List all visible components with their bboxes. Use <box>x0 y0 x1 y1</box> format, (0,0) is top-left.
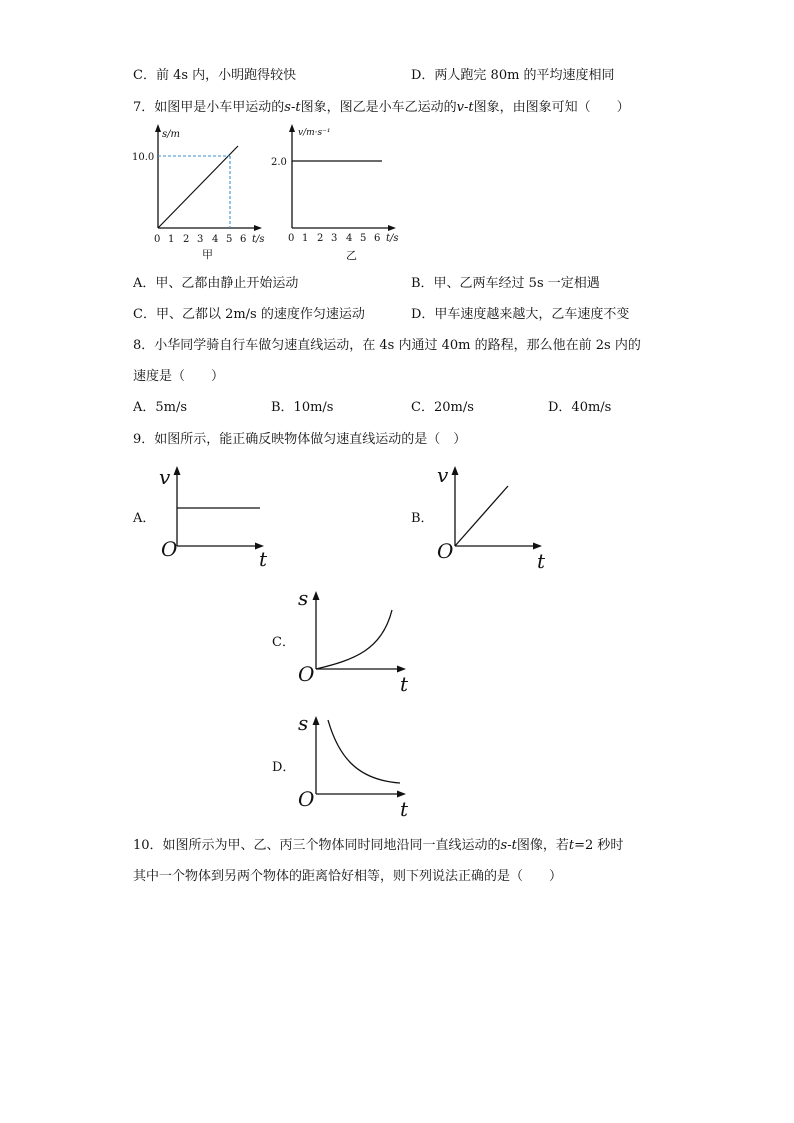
q9-graph-d <box>294 710 424 820</box>
graph-yi-xtick-4: 4 <box>346 233 353 244</box>
q9c-curve <box>316 610 392 669</box>
q9a-ylabel: v <box>159 465 171 489</box>
graph-jia-xtick-2: 2 <box>183 234 190 245</box>
q8-stem-line1: 8．小华同学骑自行车做匀速直线运动，在 4s 内通过 40m 的路程，那么他在前 2s 内的 <box>133 338 641 353</box>
q9-label-a: A． <box>133 511 156 526</box>
q9b-line <box>455 486 508 546</box>
q9c-xlabel: t <box>400 672 409 696</box>
q9-graph-c <box>294 585 424 695</box>
q9b-ylabel: v <box>437 463 449 487</box>
q8-stem-line2: 速度是（ ） <box>133 369 225 384</box>
q9-graph-b <box>433 460 563 573</box>
q6-option-d: D．两人跑完 80m 的平均速度相同 <box>411 68 615 83</box>
q9-label-d: D． <box>272 760 296 775</box>
graph-jia-xtick-1: 1 <box>168 234 175 245</box>
graph-jia-xtick-6: 6 <box>240 234 247 245</box>
q7-option-a: A．甲、乙都由静止开始运动 <box>133 276 299 291</box>
q9b-xlabel: t <box>537 549 546 573</box>
q8-option-a: A．5m/s <box>133 400 188 415</box>
q7-stem: 7．如图甲是小车甲运动的s-t图象，图乙是小车乙运动的v-t图象，由图象可知（ ） <box>133 100 630 115</box>
graph-jia-ylabel: s/m <box>162 129 180 140</box>
q9b-y-arrow <box>452 466 459 475</box>
graph-jia-xlabel: t/s <box>252 234 265 245</box>
graph-yi-ylabel: v/m·s⁻¹ <box>298 128 331 138</box>
graph-jia-ytick: 10.0 <box>132 152 155 163</box>
q6-option-c: C．前 4s 内，小明跑得较快 <box>133 68 297 83</box>
q8-option-c: C．20m/s <box>411 400 474 415</box>
q7-option-c: C．甲、乙都以 2m/s 的速度作匀速运动 <box>133 307 365 322</box>
graph-jia-xtick-4: 4 <box>212 234 219 245</box>
graph-yi-xtick-3: 3 <box>331 233 338 244</box>
q9a-y-arrow <box>174 466 181 475</box>
q9d-ylabel: s <box>298 711 309 735</box>
q9d-xlabel: t <box>400 797 409 821</box>
graph-jia-xtick-3: 3 <box>197 234 204 245</box>
graph-yi <box>268 120 418 270</box>
q9-label-b: B． <box>411 511 434 526</box>
q9d-curve <box>328 720 400 783</box>
graph-yi-caption: 乙 <box>346 249 357 262</box>
q9c-ylabel: s <box>298 586 309 610</box>
q9d-origin: O <box>298 787 315 811</box>
q8-option-d: D．40m/s <box>548 400 612 415</box>
graph-yi-xtick-2: 2 <box>317 233 324 244</box>
q9a-origin: O <box>161 537 178 561</box>
q8-option-b: B．10m/s <box>271 400 334 415</box>
graph-jia-y-arrow <box>155 124 161 132</box>
q9d-y-arrow <box>313 716 320 725</box>
q7-option-b: B．甲、乙两车经过 5s 一定相遇 <box>411 276 600 291</box>
graph-yi-xtick-6: 6 <box>374 233 381 244</box>
q9a-xlabel: t <box>259 547 268 571</box>
graph-jia-x-arrow <box>254 225 262 231</box>
graph-yi-xtick-1: 1 <box>302 233 309 244</box>
q9c-origin: O <box>298 662 315 686</box>
q7-option-d: D．甲车速度越来越大，乙车速度不变 <box>411 307 630 322</box>
graph-yi-y-arrow <box>289 124 295 132</box>
graph-jia-line <box>158 146 238 228</box>
graph-yi-xtick-0: 0 <box>288 233 295 244</box>
q9c-y-arrow <box>313 591 320 600</box>
graph-yi-xlabel: t/s <box>386 233 399 244</box>
graph-yi-x-arrow <box>388 225 396 231</box>
q9-graph-a <box>155 460 285 570</box>
graph-yi-xtick-5: 5 <box>360 233 367 244</box>
q9-stem: 9．如图所示，能正确反映物体做匀速直线运动的是（ ） <box>133 432 467 447</box>
graph-jia <box>130 120 280 270</box>
graph-jia-caption: 甲 <box>202 248 213 261</box>
q10-stem-line2: 其中一个物体到另两个物体的距离恰好相等，则下列说法正确的是（ ） <box>133 869 563 884</box>
graph-jia-xtick-5: 5 <box>226 234 233 245</box>
graph-yi-ytick: 2.0 <box>271 157 287 168</box>
graph-jia-xtick-0: 0 <box>154 234 161 245</box>
q10-stem-line1: 10．如图所示为甲、乙、丙三个物体同时同地沿同一直线运动的s-t图像，若t=2 秒时 <box>133 838 624 853</box>
q9-label-c: C． <box>272 635 295 650</box>
q9b-origin: O <box>437 539 454 563</box>
